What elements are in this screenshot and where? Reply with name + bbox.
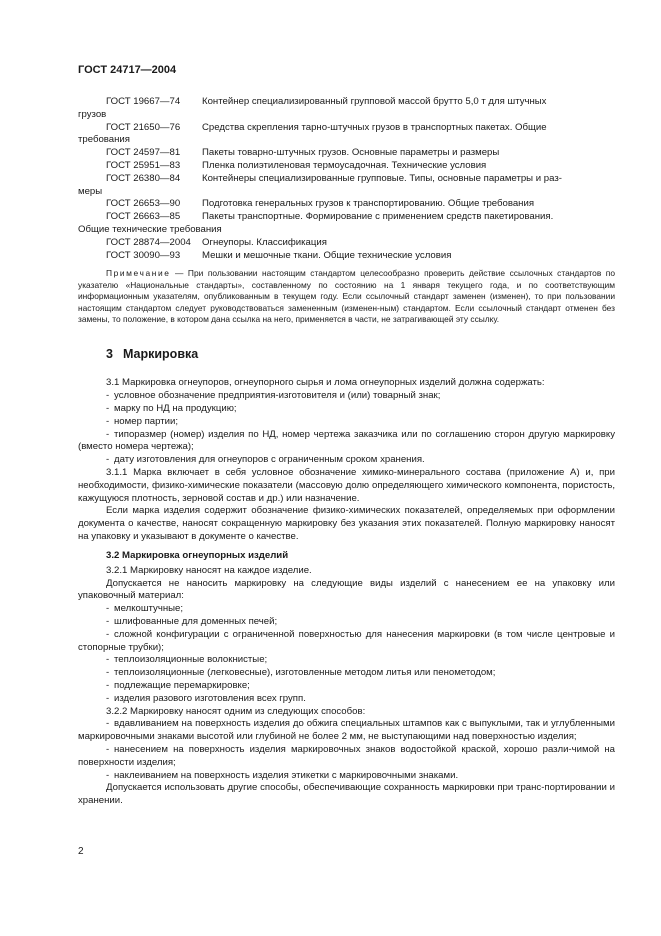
- clause-3-2-1: 3.2.1 Маркировку наносят на каждое изделие.: [106, 564, 312, 576]
- standard-title-cont: грузов: [78, 108, 107, 120]
- standard-title-cont: меры: [78, 185, 103, 197]
- standard-code: ГОСТ 24597—81: [106, 147, 181, 159]
- dash-marker: -: [106, 402, 110, 414]
- list-item: - дату изготовления для огнеупоров с ограниченным сроком хранения.: [106, 454, 425, 466]
- dash-marker: -: [106, 454, 110, 466]
- note-paragraph: [78, 268, 615, 325]
- standard-ref-4: [78, 160, 615, 173]
- standard-ref-7: [78, 211, 615, 237]
- standard-ref-5: [78, 173, 615, 199]
- dash-marker: -: [106, 718, 110, 730]
- list-item: - сложной конфигурации с ограниченной поверхностью для нанесения маркировки (в том числе центровые и стопорные трубки);: [78, 628, 615, 653]
- clause-3-1: 3.1 Маркировка огнеупоров, огнеупорного сырья и лома огнеупорных изделий должна содержать:: [106, 377, 545, 389]
- dash-marker: -: [106, 667, 110, 679]
- dash-marker: -: [106, 679, 110, 691]
- standard-title: Подготовка генеральных грузов к транспортированию. Общие требования: [202, 198, 535, 210]
- standard-code: ГОСТ 26663—85: [106, 211, 181, 223]
- dash-marker: -: [106, 743, 110, 755]
- dash-marker: -: [106, 390, 110, 402]
- standard-code: ГОСТ 21650—76: [106, 121, 181, 133]
- standard-ref-1: [78, 96, 615, 122]
- standard-title-cont: Общие технические требования: [78, 223, 222, 235]
- list-item: - теплоизоляционные волокнистые;: [106, 654, 268, 666]
- list-item: - наклеиванием на поверхность изделия этикетки с маркировочными знаками.: [106, 769, 459, 781]
- standard-code: ГОСТ 26653—90: [106, 198, 181, 210]
- section-number: 3: [106, 347, 113, 362]
- standard-ref-6: [78, 198, 615, 211]
- standard-ref-2: [78, 122, 615, 148]
- standard-ref-9: [78, 250, 615, 263]
- list-item: - шлифованные для доменных печей;: [106, 615, 278, 627]
- list-item: - мелкоштучные;: [106, 603, 184, 615]
- standard-title-cont: требования: [78, 134, 130, 146]
- section-heading: [106, 347, 615, 361]
- dash-marker: -: [106, 654, 110, 666]
- document-header: ГОСТ 24717—2004: [78, 64, 177, 76]
- standard-code: ГОСТ 28874—2004: [106, 236, 191, 248]
- list-item: - условное обозначение предприятия-изготовителя и (или) товарный знак;: [106, 390, 441, 402]
- clause-3-1-1: 3.1.1 Марка включает в себя условное обозначение химико-минерального состава (приложение А) и, при необходимости, физико-химические показатели (массовую долю определяющего химического компонента, пористость, кажущуюся плотность, зерновой состав и др.) или назначение.: [78, 466, 615, 504]
- dash-marker: -: [106, 428, 110, 440]
- standard-title: Контейнер специализированный групповой массой брутто 5,0 т для штучных: [202, 96, 547, 107]
- list-item: - изделия разового изготовления всех групп.: [106, 692, 306, 704]
- list-item: - типоразмер (номер) изделия по НД, номер чертежа заказчика или по соглашению сторон другую маркировку (вместо номера чертежа);: [78, 428, 615, 453]
- list-item: - вдавливанием на поверхность изделия до обжига специальных штампов как с выпуклыми, так и углубленными маркировочными знаками высотой или глубиной не более 2 мм, не выступающими над поверхностью изделия;: [78, 718, 615, 743]
- standard-code: ГОСТ 19667—74: [106, 96, 181, 107]
- standard-ref-8: [78, 237, 615, 250]
- dash-marker: -: [106, 692, 110, 704]
- clause-3-2-2: 3.2.2 Маркировку наносят одним из следующих способов:: [106, 705, 366, 717]
- dash-marker: -: [106, 769, 110, 781]
- standard-title: Контейнеры специализированные групповые. Типы, основные параметры и раз-: [202, 172, 562, 184]
- standard-title: Пакеты товарно-штучных грузов. Основные параметры и размеры: [202, 147, 500, 159]
- note-text: — При пользовании настоящим стандартом целесообразно проверить действие ссылочных стандартов по указателю «Национальные стандарты», составленному по состоянию на 1 января текущего года, и по соответствующим информационным указателям, опубликованным в текущем году. Если ссылочный стандарт заменен (изменен), то при пользовании настоящим стандартом следует руководствоваться замененным (изменен-ным) стандартом. Если ссылочный стандарт отменен без замены, то положение, в котором дана ссылка на него, применяется в части, не затрагивающей эту ссылку.: [78, 268, 615, 324]
- standard-code: ГОСТ 25951—83: [106, 159, 181, 171]
- standard-code: ГОСТ 30090—93: [106, 249, 181, 261]
- list-item: - марку по НД на продукцию;: [106, 402, 237, 414]
- note-label: Примечание: [106, 268, 171, 279]
- standard-code: ГОСТ 26380—84: [106, 172, 181, 184]
- standard-title: Мешки и мешочные ткани. Общие технические условия: [202, 249, 452, 261]
- subsection-heading: 3.2 Маркировка огнеупорных изделий: [106, 549, 289, 561]
- page-content: [78, 96, 615, 808]
- standard-title: Огнеупоры. Классификация: [202, 236, 327, 248]
- list-item: - нанесением на поверхность изделия маркировочных знаков водостойкой краской, хорошо разли-чимой на поверхности изделия;: [78, 743, 615, 768]
- list-item: - номер партии;: [106, 415, 178, 427]
- dash-marker: -: [106, 603, 110, 615]
- section-title: Маркировка: [122, 347, 199, 362]
- standard-ref-3: [78, 147, 615, 160]
- page-number: 2: [78, 846, 84, 857]
- clause-3-1-1-cont: Если марка изделия содержит обозначение физико-химических показателей, определяемых при оформлении документа о качестве, наносят сокращенную маркировку без указания этих показателей. Полную маркировку наносят на упаковку и указывают в документе о качестве.: [78, 505, 615, 542]
- list-item: - подлежащие перемаркировке;: [106, 679, 250, 691]
- dash-marker: -: [106, 415, 110, 427]
- clause-3-2-1-cont: Допускается не наносить маркировку на следующие виды изделий с нанесением ее на упаковку или упаковочный материал:: [78, 577, 615, 602]
- dash-marker: -: [106, 615, 110, 627]
- dash-marker: -: [106, 628, 110, 640]
- standard-title: Средства скрепления тарно-штучных грузов в транспортных пакетах. Общие: [202, 121, 547, 133]
- standard-title: Пакеты транспортные. Формирование с применением средств пакетирования.: [202, 211, 554, 223]
- list-item: - теплоизоляционные (легковесные), изготовленные методом литья или пенометодом;: [106, 667, 496, 679]
- clause-3-2-2-cont: Допускается использовать другие способы, обеспечивающие сохранность маркировки при транс-портировании и хранении.: [78, 782, 615, 807]
- standard-title: Пленка полиэтиленовая термоусадочная. Технические условия: [202, 159, 487, 171]
